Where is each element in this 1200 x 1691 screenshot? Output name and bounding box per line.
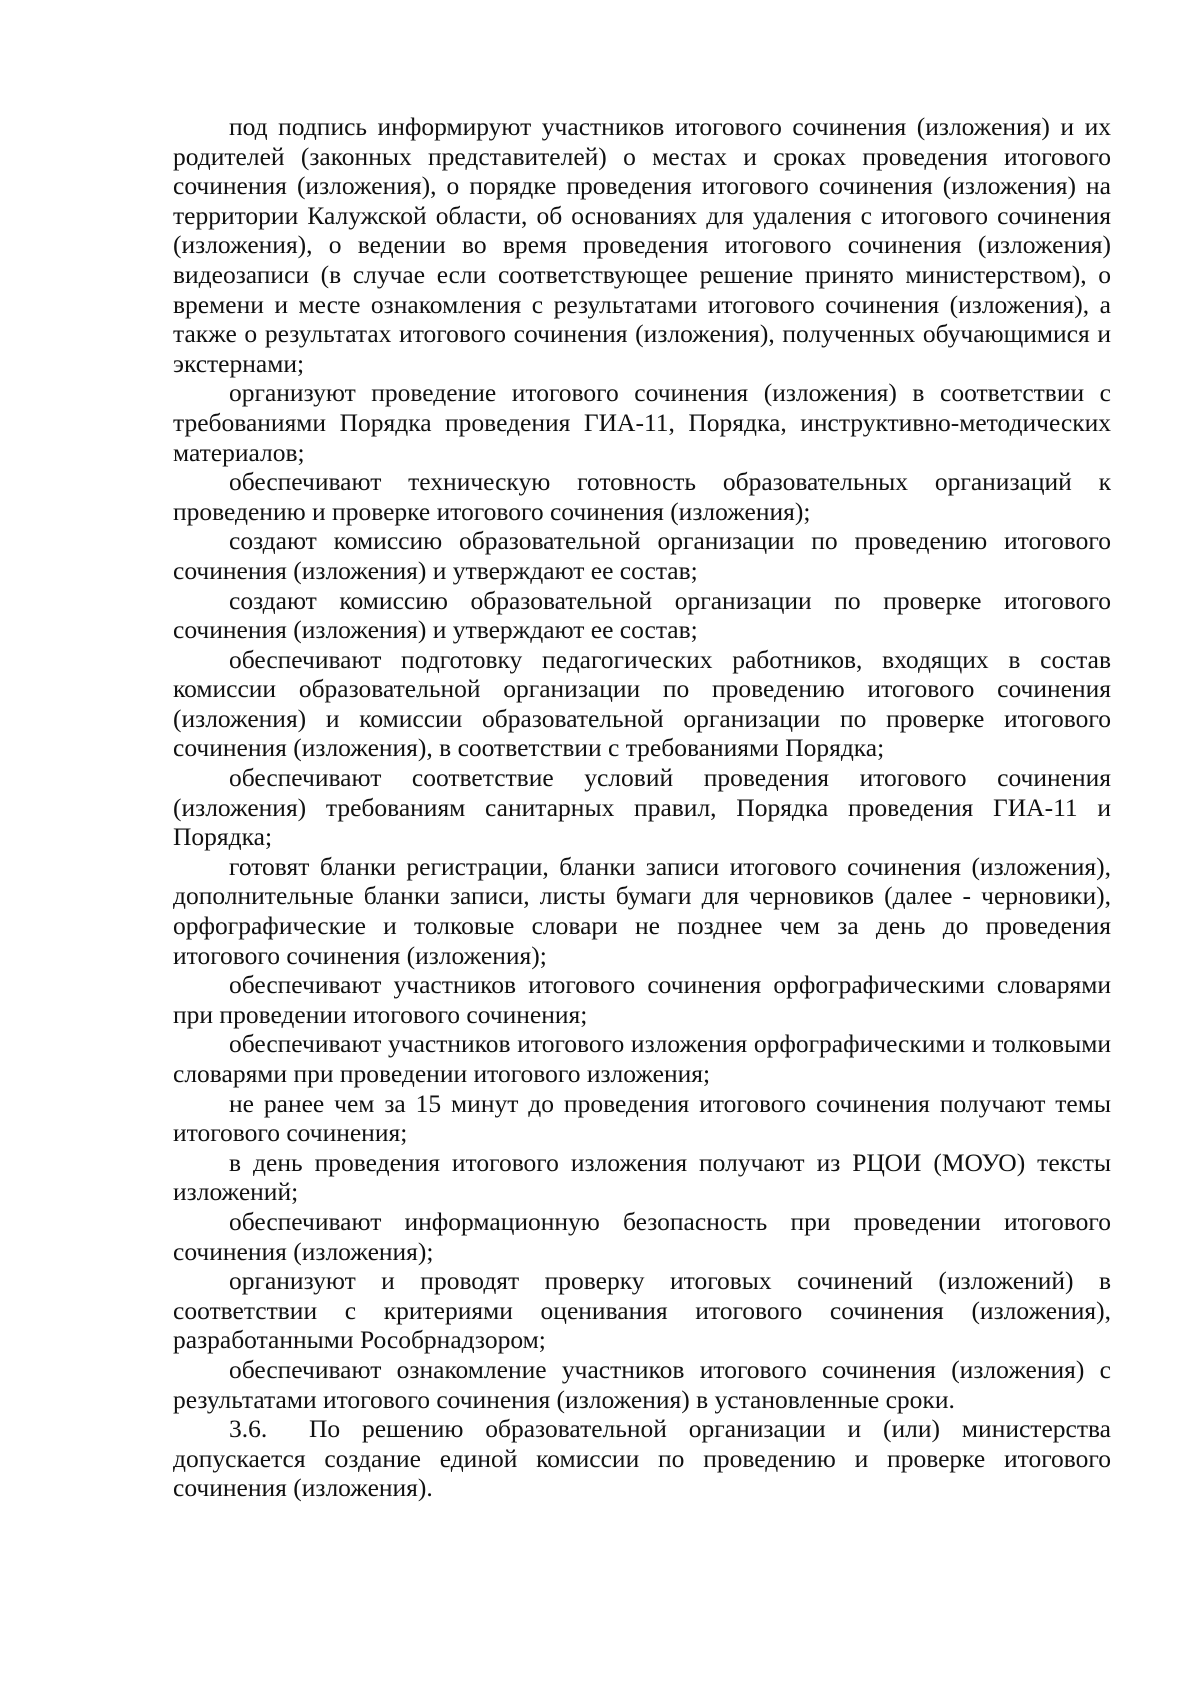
section-text: По решению образовательной организации и (или) министерства допускается создание единой комиссии по проведению и проверке итогового сочинения (изложения). [173, 1414, 1111, 1503]
paragraph-prepare-forms: готовят бланки регистрации, бланки записи итогового сочинения (изложения), дополнительные бланки записи, листы бумаги для черновиков (далее - черновики), орфографические и толковые словари не позднее чем за день до проведения итогового сочинения (изложения); [173, 851, 1111, 970]
paragraph-organize-conduct: организуют проведение итогового сочинения (изложения) в соответствии с требованиями Порядка проведения ГИА-11, Порядка, инструктивно-методических материалов; [173, 378, 1111, 467]
paragraph-sanitary-conditions: обеспечивают соответствие условий проведения итогового сочинения (изложения) требованиям санитарных правил, Порядка проведения ГИА-11 и Порядка; [173, 763, 1111, 852]
paragraph-summary-dictionaries: обеспечивают участников итогового изложения орфографическими и толковыми словарями при проведении итогового изложения; [173, 1029, 1111, 1088]
paragraph-information-security: обеспечивают информационную безопасность при проведении итогового сочинения (изложения); [173, 1206, 1111, 1266]
document-body [173, 112, 1111, 1503]
paragraph-essay-dictionaries: обеспечивают участников итогового сочинения орфографическими словарями при проведении итогового сочинения; [173, 970, 1111, 1029]
paragraph-receive-topics: не ранее чем за 15 минут до проведения итогового сочинения получают темы итогового сочинения; [173, 1088, 1111, 1148]
paragraph-inform-participants: под подпись информируют участников итогового сочинения (изложения) и их родителей (законных представителей) о местах и сроках проведения итогового сочинения (изложения), о порядке проведения итогового сочинения (изложения) на территории Калужской области, об основаниях для удаления с итогового сочинения (изложения), о ведении во время проведения итогового сочинения (изложения) видеозаписи (в случае если соответствующее решение принято министерством), о времени и месте ознакомления с результатами итогового сочинения (изложения), а также о результатах итогового сочинения (изложения), полученных обучающимися и экстернами; [173, 112, 1111, 378]
paragraph-results-familiarization: обеспечивают ознакомление участников итогового сочинения (изложения) с результатами итогового сочинения (изложения) в установленные сроки. [173, 1354, 1111, 1414]
section-number: 3.6. [229, 1414, 268, 1444]
paragraph-conduct-commission: создают комиссию образовательной организации по проведению итогового сочинения (изложения) и утверждают ее состав; [173, 526, 1111, 585]
paragraph-check-commission: создают комиссию образовательной организации по проверке итогового сочинения (изложения) и утверждают ее состав; [173, 585, 1111, 645]
paragraph-technical-readiness: обеспечивают техническую готовность образовательных организаций к проведению и проверке итогового сочинения (изложения); [173, 467, 1111, 526]
paragraph-organize-check: организуют и проводят проверку итоговых сочинений (изложений) в соответствии с критериями оценивания итогового сочинения (изложения), разработанными Рособрнадзором; [173, 1266, 1111, 1355]
paragraph-staff-training: обеспечивают подготовку педагогических работников, входящих в состав комиссии образовательной организации по проведению итогового сочинения (изложения) и комиссии образовательной организации по проверке итогового сочинения (изложения), в соответствии с требованиями Порядка; [173, 644, 1111, 763]
section-3-6 [173, 1414, 1111, 1503]
paragraph-receive-texts: в день проведения итогового изложения получают из РЦОИ (МОУО) тексты изложений; [173, 1147, 1111, 1207]
